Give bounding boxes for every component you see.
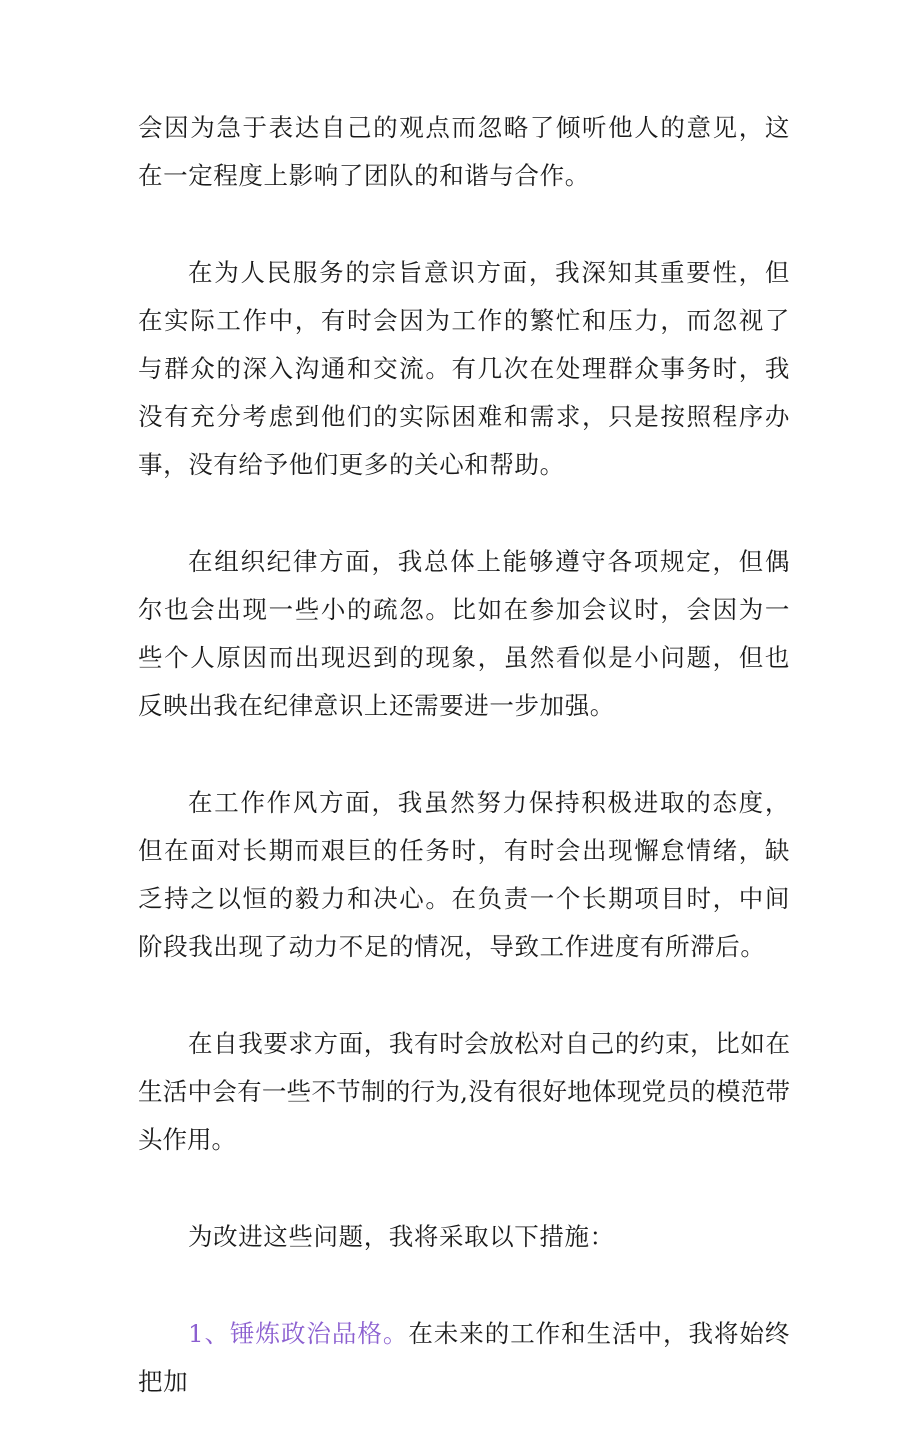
paragraph-self-requirement: 在自我要求方面，我有时会放松对自己的约束，比如在生活中会有一些不节制的行为,没有很好地体现党员的模范带头作用。 (138, 1029, 790, 1154)
paragraph-measure-1 (138, 1310, 790, 1406)
paragraph-measures-intro: 为改进这些问题，我将采取以下措施： (188, 1222, 615, 1251)
measure-1-text: 在未来的工作和生活中，我将始终把加 (138, 1319, 791, 1396)
paragraph-continuation: 会因为急于表达自己的观点而忽略了倾听他人的意见，这在一定程度上影响了团队的和谐与合作。 (138, 113, 790, 190)
paragraph-work-style: 在工作作风方面，我虽然努力保持积极进取的态度，但在面对长期而艰巨的任务时，有时会出现懈怠情绪，缺乏持之以恒的毅力和决心。在负责一个长期项目时，中间阶段我出现了动力不足的情况，导致工作进度有所滞后。 (138, 788, 790, 961)
paragraph-service-awareness: 在为人民服务的宗旨意识方面，我深知其重要性，但在实际工作中，有时会因为工作的繁忙和压力，而忽视了与群众的深入沟通和交流。有几次在处理群众事务时，我没有充分考虑到他们的实际困难和需求，只是按照程序办事，没有给予他们更多的关心和帮助。 (138, 258, 790, 479)
paragraph-discipline: 在组织纪律方面，我总体上能够遵守各项规定，但偶尔也会出现一些小的疏忽。比如在参加会议时，会因为一些个人原因而出现迟到的现象，虽然看似是小问题，但也反映出我在纪律意识上还需要进一步加强。 (138, 547, 790, 720)
measure-1-heading: 1、锤炼政治品格。 (188, 1319, 409, 1348)
document-body (138, 104, 790, 1455)
